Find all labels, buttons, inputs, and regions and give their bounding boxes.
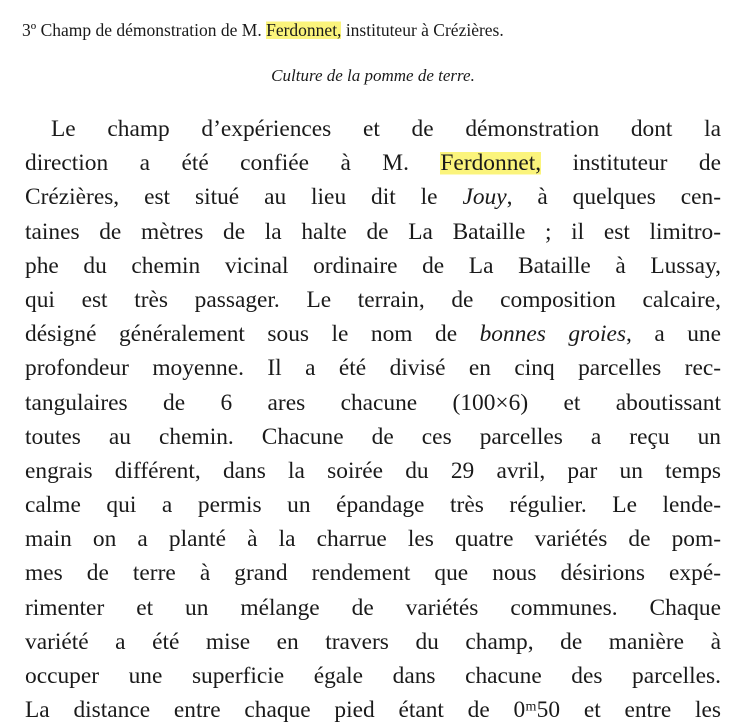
line-text: , a une <box>625 321 721 348</box>
italic-place-name: Jouy <box>462 184 507 211</box>
line-text: Crézières, est situé au lieu dit le <box>25 184 463 211</box>
paragraph-line <box>25 351 721 385</box>
line-text: calme qui a permis un épandage très régulier. Le lende- <box>25 492 721 519</box>
paragraph-line <box>25 420 721 454</box>
paragraph-line <box>25 591 721 625</box>
paragraph-line <box>25 693 721 727</box>
section-heading-text-end: instituteur à Crézières. <box>345 20 504 40</box>
italic-soil-name: bonnes groies <box>479 321 626 348</box>
section-heading-text: Champ de démonstration de M. <box>40 20 262 40</box>
line-text: mes de terre à grand rendement que nous désirions expé- <box>25 560 721 587</box>
line-text: taines de mètres de la halte de La Bataille ; il est limitro- <box>25 218 721 245</box>
line-text: , à quelques cen- <box>506 184 721 211</box>
paragraph-line <box>25 249 721 283</box>
body-paragraph <box>25 112 721 727</box>
line-text: main on a planté à la charrue les quatre variétés de pom- <box>25 526 721 553</box>
line-text: désigné généralement sous le nom de <box>25 321 480 348</box>
section-number: 3º <box>22 20 37 40</box>
line-text: variété a été mise en travers du champ, de manière à <box>25 628 721 655</box>
highlighted-name: Ferdonnet, <box>266 20 342 40</box>
line-text: tangulaires de 6 ares chacune (100×6) et aboutissant <box>25 389 721 416</box>
paragraph-line <box>25 488 721 522</box>
line-text: phe du chemin vicinal ordinaire de La Bataille à Lussay, <box>25 252 721 279</box>
section-heading <box>22 18 722 42</box>
paragraph-line <box>25 180 721 214</box>
paragraph-line <box>25 283 721 317</box>
paragraph-line <box>25 112 721 146</box>
highlighted-name: Ferdonnet, <box>440 150 542 177</box>
line-text: toutes au chemin. Chacune de ces parcelles a reçu un <box>25 423 721 450</box>
section-subtitle: Culture de la pomme de terre. <box>271 66 475 85</box>
line-text: qui est très passager. Le terrain, de composition calcaire, <box>25 286 721 313</box>
paragraph-line <box>25 556 721 590</box>
paragraph-line <box>25 146 721 180</box>
paragraph-line <box>25 659 721 693</box>
paragraph-line <box>25 522 721 556</box>
line-text: engrais différent, dans la soirée du 29 avril, par un temps <box>25 457 721 484</box>
paragraph-line <box>25 454 721 488</box>
paragraph-line <box>25 625 721 659</box>
line-text: profondeur moyenne. Il a été divisé en cinq parcelles rec- <box>25 355 721 382</box>
paragraph-line <box>25 317 721 351</box>
paragraph-line <box>25 386 721 420</box>
line-text: rimenter et un mélange de variétés communes. Chaque <box>25 594 721 621</box>
line-text: direction a été confiée à M. <box>25 150 441 177</box>
line-text: Le champ d’expériences et de démonstration dont la <box>51 116 721 142</box>
line-text: La distance entre chaque pied étant de 0ᵐ50 et entre les <box>25 697 721 724</box>
line-text: occuper une superficie égale dans chacune des parcelles. <box>25 663 721 689</box>
paragraph-line <box>25 215 721 249</box>
line-text: instituteur de <box>541 150 721 177</box>
